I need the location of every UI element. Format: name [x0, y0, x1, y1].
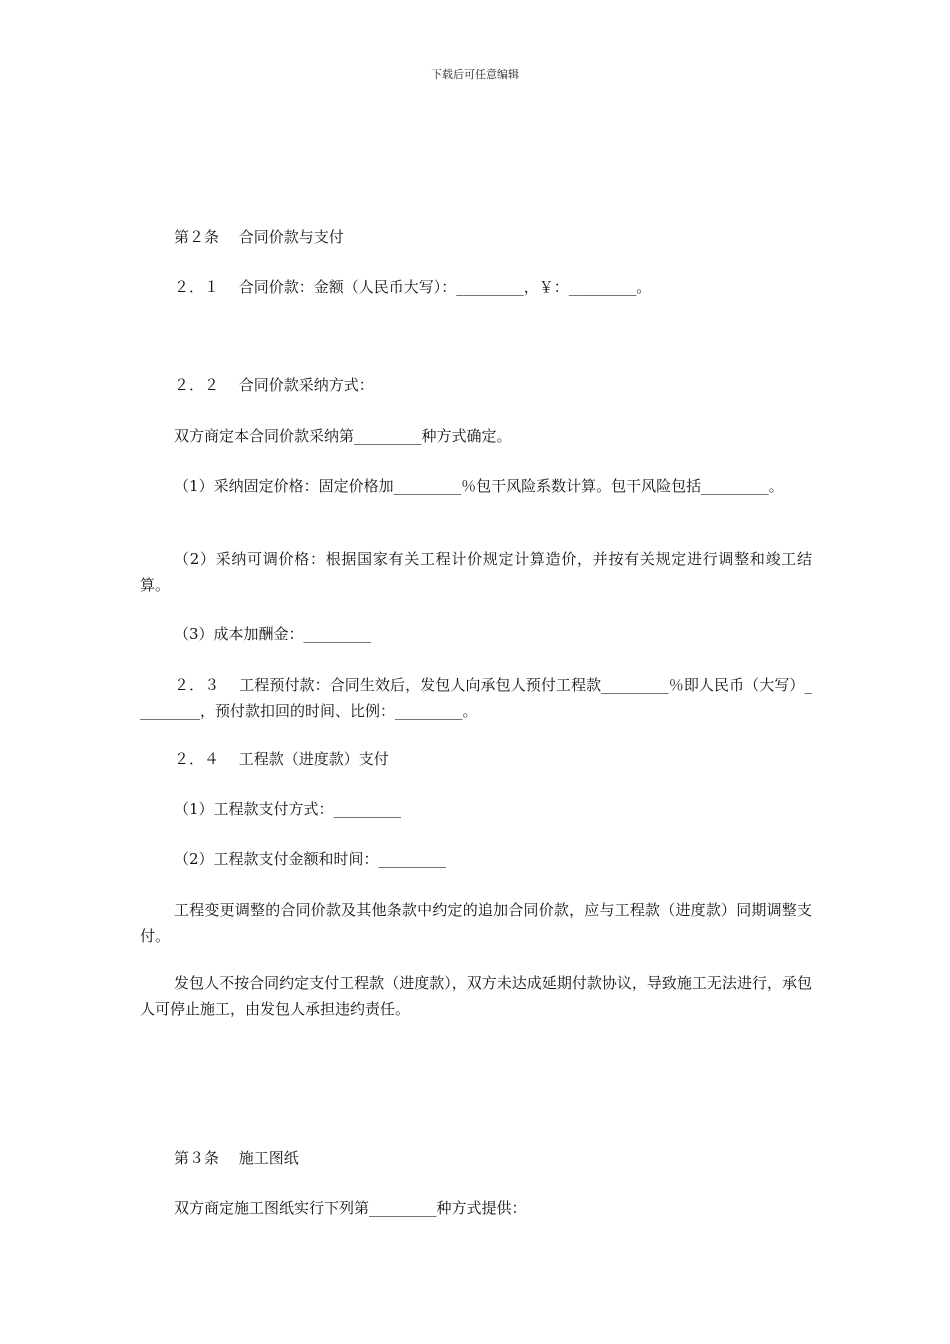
article-2-title: 第２条 合同价款与支付 — [174, 228, 344, 246]
page-header: 下载后可任意编辑 — [431, 68, 519, 81]
clause-2-2-intro: 双方商定本合同价款采纳第_________种方式确定。 — [174, 427, 512, 445]
clause-2-1: ２．１ 合同价款：金额（人民币大写）：_________，￥：_________。 — [174, 278, 652, 296]
option-cost-plus: （3）成本加酬金：_________ — [174, 625, 372, 643]
option-fixed-price: （1）采纳固定价格：固定价格加_________％包干风险系数计算。包干风险包括_________。 — [174, 477, 784, 495]
option-adjustable-price: （2）采纳可调价格：根据国家有关工程计价规定计算造价，并按有关规定进行调整和竣工结算。 — [140, 550, 812, 594]
clause-2-4: ２．４ 工程款（进度款）支付 — [174, 750, 389, 768]
paragraph-payment-default: 发包人不按合同约定支付工程款（进度款），双方未达成延期付款协议，导致施工无法进行，承包人可停止施工，由发包人承担违约责任。 — [140, 974, 812, 1018]
paragraph-change-adjustment: 工程变更调整的合同价款及其他条款中约定的追加合同价款，应与工程款（进度款）同期调整支付。 — [140, 901, 812, 945]
article-3-title: 第３条 施工图纸 — [174, 1149, 299, 1167]
article-3-intro: 双方商定施工图纸实行下列第_________种方式提供： — [174, 1199, 527, 1217]
clause-2-3: ２．３ 工程预付款：合同生效后，发包人向承包人预付工程款_________％即人民币（大写）_________，预付款扣回的时间、比例：_________。 — [140, 676, 812, 720]
payment-amount-time: （2）工程款支付金额和时间：_________ — [174, 850, 447, 868]
payment-method: （1）工程款支付方式：_________ — [174, 800, 402, 818]
clause-2-2: ２．２ 合同价款采纳方式： — [174, 376, 374, 394]
